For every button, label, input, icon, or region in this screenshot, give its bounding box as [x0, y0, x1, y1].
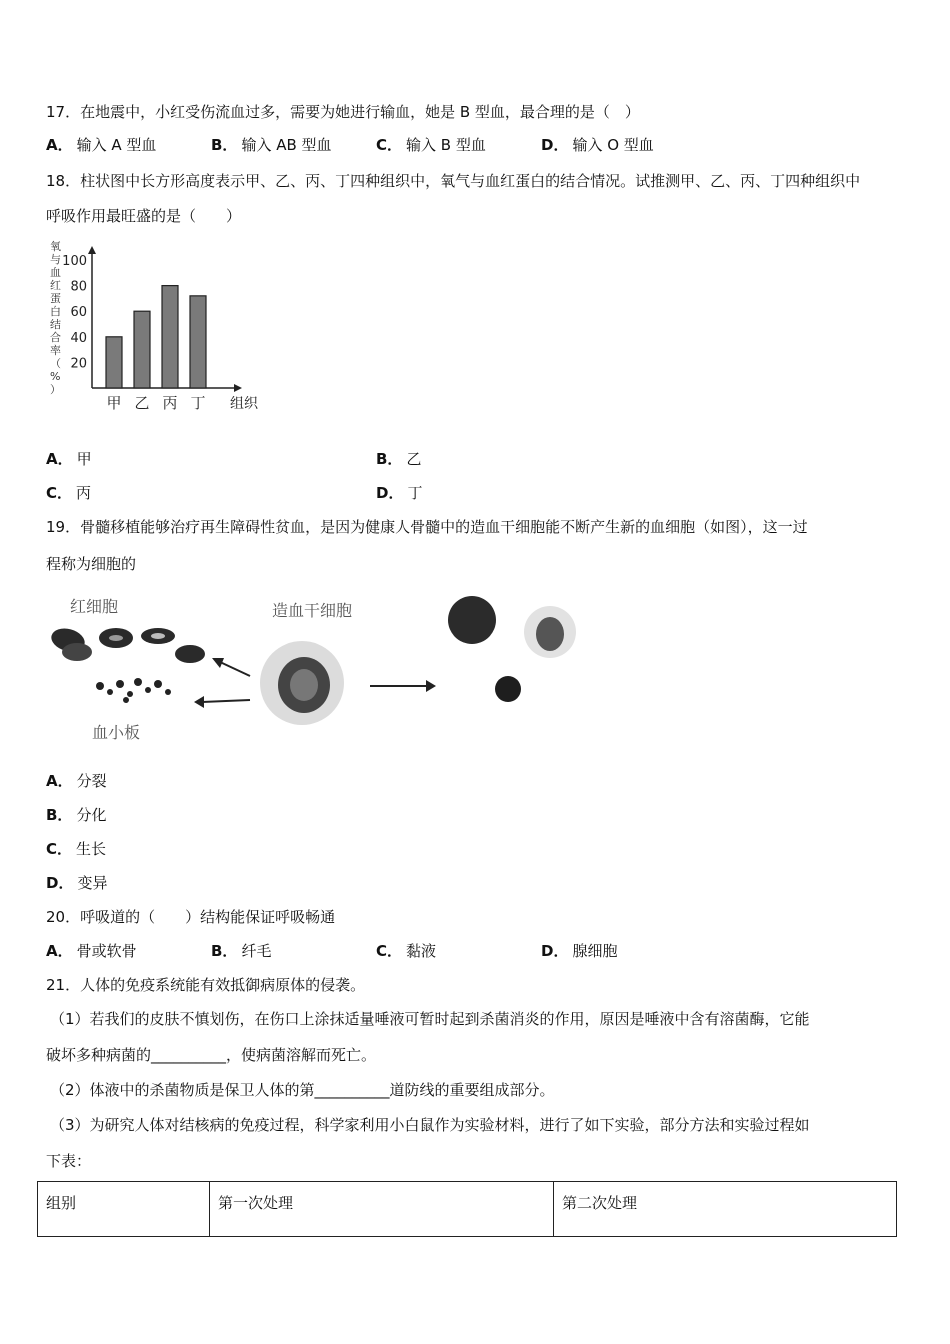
- bar: [106, 337, 122, 388]
- stem-cell: [260, 641, 344, 725]
- x-tick-label: 丁: [190, 394, 206, 412]
- y-axis-label-char: 与: [50, 253, 61, 266]
- table-header-cell: 第二次处理: [554, 1182, 897, 1237]
- q20-option-c[interactable]: C． 黏液: [376, 942, 437, 960]
- experiment-table: [37, 1181, 897, 1237]
- x-tick-label: 丙: [162, 394, 178, 412]
- bar: [162, 286, 178, 388]
- q21-stem: 21．人体的免疫系统能有效抵御病原体的侵袭。: [46, 976, 366, 994]
- q17-option-d[interactable]: D． 输入 O 型血: [541, 136, 654, 154]
- y-axis-label-char: 氧: [50, 240, 61, 253]
- y-axis-label-char: （: [50, 357, 61, 370]
- white-blood-cells: [448, 596, 576, 702]
- y-tick-label: 20: [70, 356, 87, 372]
- q21-part3-line2: 下表：: [46, 1152, 92, 1170]
- q21-part2: （2）体液中的杀菌物质是保卫人体的第__________道防线的重要组成部分。: [50, 1081, 555, 1099]
- q20-option-d[interactable]: D． 腺细胞: [541, 942, 618, 960]
- y-axis-label-char: 率: [50, 344, 61, 357]
- label-stem-cell: 造血干细胞: [272, 601, 353, 620]
- q17-option-b[interactable]: B． 输入 AB 型血: [211, 136, 332, 154]
- x-tick-label: 乙: [134, 394, 150, 412]
- y-axis-arrow: [88, 246, 96, 254]
- q18-stem-line1: 18．柱状图中长方形高度表示甲、乙、丙、丁四种组织中，氧气与血红蛋白的结合情况。试推测甲、乙、丙、丁四种组织中: [46, 172, 861, 190]
- y-axis-label-char: %: [50, 370, 61, 383]
- q17-stem: 17．在地震中，小红受伤流血过多，需要为她进行输血，她是 B 型血，最合理的是（ ）: [46, 103, 640, 121]
- y-tick-label: 60: [70, 305, 87, 321]
- arrows-to-rbc-and-platelets: [194, 658, 250, 708]
- q19-stem-line1: 19．骨髓移植能够治疗再生障碍性贫血，是因为健康人骨髓中的造血干细胞能不断产生新的血细胞（如图），这一过: [46, 518, 808, 536]
- q17-option-a[interactable]: A． 输入 A 型血: [46, 136, 157, 154]
- q19-option-d[interactable]: D． 变异: [46, 874, 108, 892]
- red-blood-cells: [49, 625, 205, 663]
- bar: [190, 296, 206, 388]
- label-platelet: 血小板: [92, 723, 141, 742]
- q19-option-a[interactable]: A． 分裂: [46, 772, 107, 790]
- q17-option-c[interactable]: C． 输入 B 型血: [376, 136, 486, 154]
- table-header-row: [38, 1182, 897, 1237]
- table-header-cell: 组别: [38, 1182, 210, 1237]
- blood-cell-figure: [40, 588, 600, 753]
- q20-option-b[interactable]: B． 纤毛: [211, 942, 272, 960]
- q21-part1-line2: 破坏多种病菌的__________，使病菌溶解而死亡。: [46, 1046, 377, 1064]
- q18-option-a[interactable]: A． 甲: [46, 450, 92, 468]
- y-axis-label: [50, 240, 61, 396]
- q18-option-c[interactable]: C． 丙: [46, 484, 92, 502]
- q18-option-d[interactable]: D． 丁: [376, 484, 423, 502]
- y-axis-label-char: 血: [50, 266, 61, 279]
- y-axis-label-char: 白: [50, 305, 61, 318]
- x-axis-label: 组织: [230, 396, 258, 412]
- q19-stem-line2: 程称为细胞的: [46, 555, 137, 573]
- platelets: [96, 678, 171, 703]
- q20-option-a[interactable]: A． 骨或软骨: [46, 942, 137, 960]
- label-red-blood-cell: 红细胞: [70, 597, 119, 616]
- q18-option-b[interactable]: B． 乙: [376, 450, 422, 468]
- y-tick-label: 100: [62, 254, 87, 269]
- bar-chart: [40, 240, 270, 425]
- y-axis-label-char: 合: [50, 331, 61, 344]
- q21-part3-line1: （3）为研究人体对结核病的免疫过程，科学家利用小白鼠作为实验材料，进行了如下实验，部分方法和实验过程如: [50, 1116, 810, 1134]
- q19-option-c[interactable]: C． 生长: [46, 840, 107, 858]
- y-axis-label-char: 蛋: [50, 292, 61, 305]
- x-tick-label: 甲: [106, 394, 122, 412]
- q19-option-b[interactable]: B． 分化: [46, 806, 107, 824]
- q18-stem-line2: 呼吸作用最旺盛的是（ ）: [46, 207, 242, 225]
- y-axis-label-char: ）: [50, 383, 61, 396]
- y-tick-label: 40: [70, 330, 87, 346]
- q21-part1-line1: （1）若我们的皮肤不慎划伤，在伤口上涂抹适量唾液可暂时起到杀菌消炎的作用，原因是唾液中含有溶菌酶，它能: [50, 1010, 810, 1028]
- y-tick-label: 80: [70, 279, 87, 295]
- q20-stem: 20．呼吸道的（ ）结构能保证呼吸畅通: [46, 908, 336, 926]
- y-axis-label-char: 结: [50, 318, 61, 331]
- bar: [134, 311, 150, 388]
- table-header-cell: 第一次处理: [210, 1182, 554, 1237]
- x-axis-arrow: [234, 384, 242, 392]
- arrow-to-white-cells: [370, 680, 436, 692]
- y-axis-label-char: 红: [50, 279, 61, 292]
